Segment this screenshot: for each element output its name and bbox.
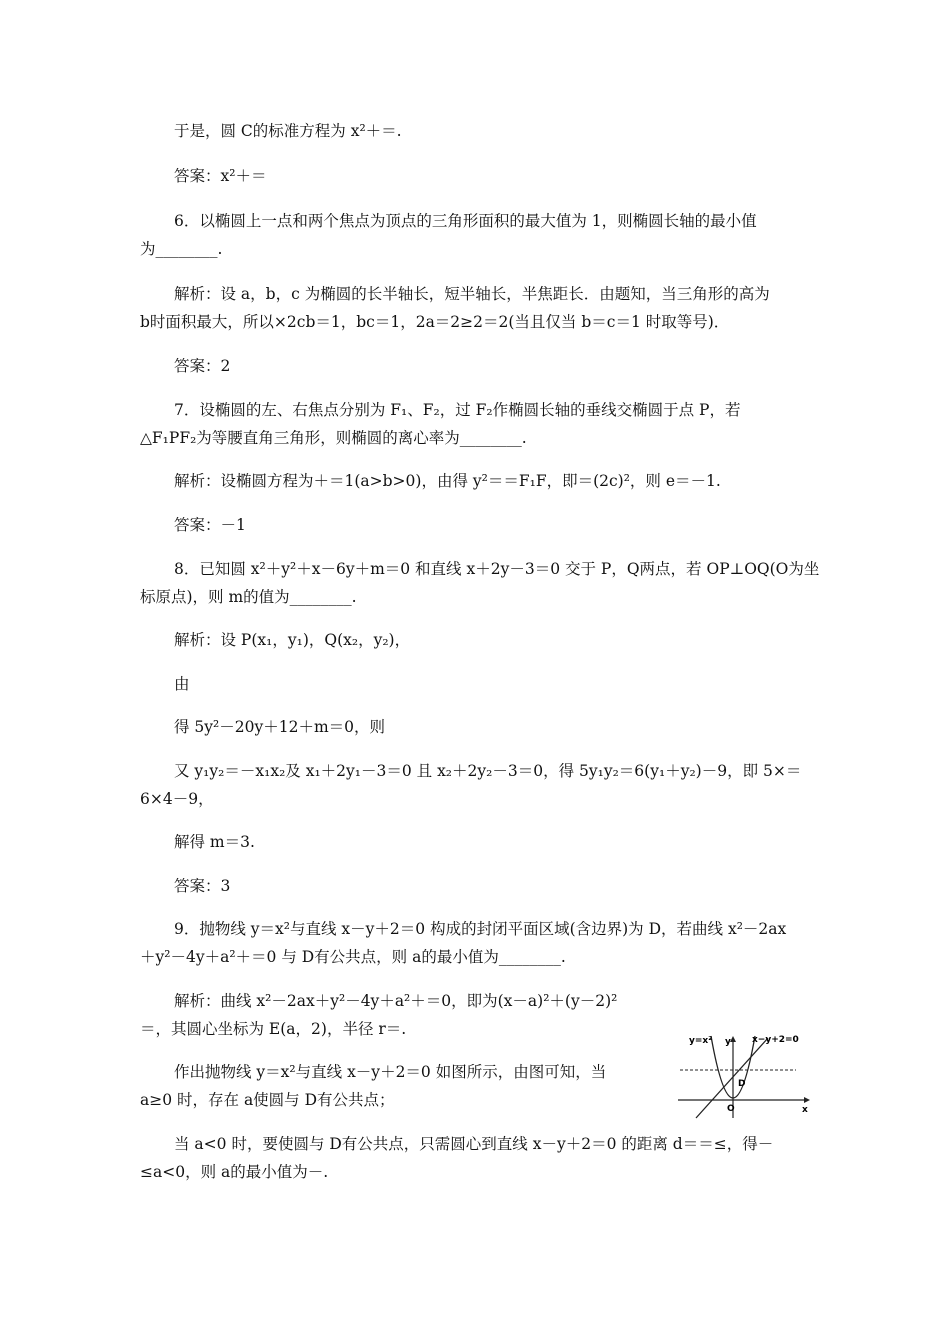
text-line: 作出抛物线 y＝x²与直线 x－y＋2＝0 如图所示，由图可知，当 [174,1063,607,1081]
parabola-label: y=x² [689,1036,713,1046]
text-line: 得 5y²－20y＋12＋m＝0，则 [174,718,386,736]
origin-label: O [727,1104,735,1114]
text-line: 当 a<0 时，要使圆与 D有公共点，只需圆心到直线 x－y＋2＝0 的距离 d＝＝≤，得－ [174,1135,774,1153]
text-line: 解析：设椭圆方程为＋＝1(a>b>0)，由得 y²＝＝F₁F，即＝(2c)²，则 e＝－1. [174,472,721,490]
text-line: 解析：曲线 x²－2ax＋y²－4y＋a²＋＝0，即为(x－a)²＋(y－2)² [174,992,618,1010]
text-line: b时面积最大，所以×2cb＝1，bc＝1，2a＝2≥2＝2(当且仅当 b＝c＝1 时取等号)． [140,313,730,331]
text-line: 7．设椭圆的左、右焦点分别为 F₁、F₂，过 F₂作椭圆长轴的垂线交椭圆于点 P，若 [174,401,741,419]
text-line: 答案：2 [174,357,231,375]
text-line: ＝，其圆心坐标为 E(a，2)，半径 r＝. [140,1020,407,1038]
y-axis-label: y [725,1037,731,1047]
text-line: 6×4－9， [140,790,214,808]
text-line: 为________. [140,240,223,258]
text-line: △F₁PF₂为等腰直角三角形，则椭圆的离心率为________. [140,429,527,447]
text-line: 答案：x²＋＝ [174,167,267,185]
text-line: 解析：设 P(x₁，y₁)，Q(x₂，y₂)， [174,631,411,649]
text-line: a≥0 时，存在 a使圆与 D有公共点； [140,1091,395,1109]
parabola-line-figure [676,1030,812,1120]
text-line: 由 [174,675,190,693]
text-line: 9．抛物线 y＝x²与直线 x－y＋2＝0 构成的封闭平面区域(含边界)为 D，若曲线 x²－2ax [174,920,787,938]
text-line: 答案：3 [174,877,231,895]
text-line: 8．已知圆 x²＋y²＋x－6y＋m＝0 和直线 x＋2y－3＝0 交于 P，Q两点，若 OP⊥OQ(O为坐 [174,560,820,578]
text-line: ＋y²－4y＋a²＋＝0 与 D有公共点，则 a的最小值为________. [140,948,566,966]
text-line: 解得 m＝3. [174,833,255,851]
figure-svg [676,1030,812,1120]
text-line: 解析：设 a，b，c 为椭圆的长半轴长，短半轴长，半焦距长．由题知，当三角形的高为 [174,285,770,303]
x-axis-arrow [804,1097,810,1103]
text-line: 6．以椭圆上一点和两个焦点为顶点的三角形面积的最大值为 1，则椭圆长轴的最小值 [174,212,757,230]
line-label: x−y+2=0 [752,1035,799,1045]
x-axis-label: x [802,1105,808,1115]
text-line: 标原点)，则 m的值为________. [140,588,357,606]
region-d-label: D [738,1079,746,1089]
text-line: 于是，圆 C的标准方程为 x²＋＝. [174,122,402,140]
y-axis-arrow [730,1036,736,1042]
text-line: 答案：－1 [174,516,246,534]
text-line: 又 y₁y₂＝－x₁x₂及 x₁＋2y₁－3＝0 且 x₂＋2y₂－3＝0，得 5y₁y₂＝6(y₁＋y₂)－9，即 5×＝ [174,762,802,780]
text-line: ≤a<0，则 a的最小值为－. [140,1163,329,1181]
